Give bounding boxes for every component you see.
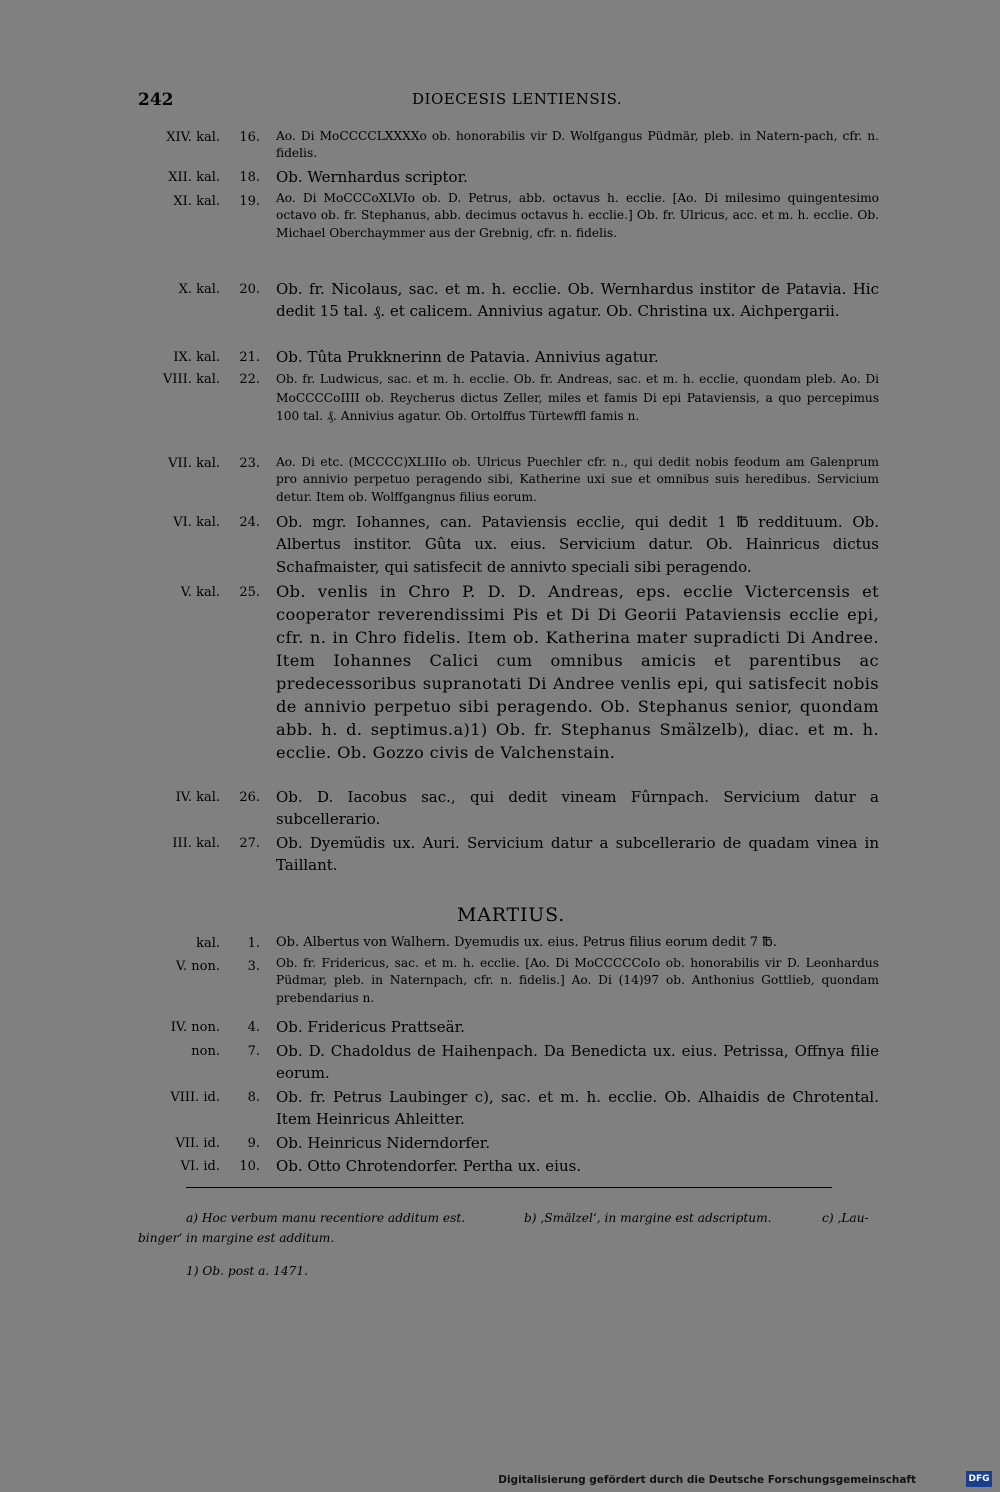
page-number: 242 [138,90,174,110]
entry-date: kal. [196,936,220,951]
entry-text: Ao. Di MoCCCCLXXXXo ob. honorabilis vir D. Wolfgangus Püdmär, pleb. in Natern-pach, cfr. n. fidelis. [276,129,879,161]
entry-day: 1. [247,936,260,951]
entry-date: XII. kal. [168,170,220,185]
entry-date: VI. id. [180,1159,220,1174]
entry-day: 8. [247,1090,260,1105]
entry-day: 7. [247,1044,260,1059]
section-heading: MARTIUS. [456,904,566,926]
entry-text: Ob. venlis in Chro P. D. D. Andreas, eps. ecclie Victercensis et cooperator reverendissimi Pis et Di Di Georii Pataviensis ecclie epi, cfr. n. in Chro fidelis. Item ob. Katherina mater supradicti Di Andree. Item Iohannes Calici cum omnibus amicis et parentibus ac predecessoribus supranotati Di Andree venlis epi, qui satisfecit nobis de annivio perpetuo sibi peragendo. Ob. Stephanus senior, quondam abb. h. d. septimus.a)1) Ob. fr. Stephanus Smälzelb), diac. et m. h. ecclie. Ob. Gozzo civis de Valchenstain. [276,582,879,762]
entry-date: VII. id. [175,1136,220,1151]
entry-text: Ob. fr. Petrus Laubinger c), sac. et m. h. ecclie. Ob. Alhaidis de Chrotental. Item Heinricus Ahleitter. [276,1088,879,1129]
entry-day: 10. [239,1159,260,1174]
entry-date: IX. kal. [173,350,220,365]
entry-text: Ob. fr. Nicolaus, sac. et m. h. ecclie. Ob. Wernhardus institor de Patavia. Hic dedit 15 tal. ₰. et calicem. Annivius agatur. Ob. Christina ux. Aichpergarii. [276,280,879,321]
entry-text: Ob. D. Chadoldus de Haihenpach. Da Benedicta ux. eius. Petrissa, Offnya filie eorum. [276,1042,879,1083]
dfg-logo: DFG [966,1471,992,1487]
footnote-rule [186,1187,832,1188]
entry-text: Ob. D. Iacobus sac., qui dedit vineam Fûrnpach. Servicium datur a subcellerario. [276,788,879,829]
entry-text: Ob. Tûta Prukknerinn de Patavia. Annivius agatur. [276,348,659,366]
entry-text: Ob. Dyemüdis ux. Auri. Servicium datur a subcellerario de quadam vinea in Taillant. [276,834,879,875]
entry-date: non. [191,1044,220,1059]
entry-day: 26. [239,790,260,805]
entry-day: 18. [239,170,260,185]
footnote-1: 1) Ob. post a. 1471. [186,1264,308,1278]
entry-date: VII. kal. [168,456,220,471]
entry-day: 25. [239,585,260,600]
entry-text: Ob. Otto Chrotendorfer. Pertha ux. eius. [276,1157,582,1175]
entry-date: XI. kal. [173,194,220,209]
entry-date: VIII. id. [170,1090,220,1105]
entry-text: Ob. Albertus von Walhern. Dyemudis ux. eius. Petrus filius eorum dedit 7 ℔. [276,935,777,950]
entry-date: X. kal. [178,282,220,297]
entry-day: 21. [239,350,260,365]
entry-date: XIV. kal. [166,130,220,145]
entry-date: V. non. [175,959,220,974]
footnote-c-continuation: binger‘ in margine est additum. [138,1231,335,1245]
entry-date: VIII. kal. [163,372,220,387]
entry-day: 27. [239,836,260,851]
entry-text: Ob. fr. Fridericus, sac. et m. h. ecclie. [Ao. Di MoCCCCCoIo ob. honorabilis vir D. Leonhardus Püdmar, pleb. in Naternpach, cfr. n. fidelis.] Ao. Di (14)97 ob. Anthonius Gottlieb, quondam prebendarius n. [276,956,879,1005]
footnote-c: c) ‚Lau- [822,1211,869,1225]
entry-text: Ao. Di etc. (MCCCC)XLIIIo ob. Ulricus Puechler cfr. n., qui dedit nobis feodum am Galenprum pro annivio perpetuo peragendo sibi, Katherine uxi sue et omnibus suis heredibus. Servicium detur. Item ob. Wolffgangnus filius eorum. [276,455,879,504]
entry-day: 23. [239,456,260,471]
entry-day: 9. [247,1136,260,1151]
entry-text: Ob. mgr. Iohannes, can. Pataviensis ecclie, qui dedit 1 ℔ reddituum. Ob. Albertus institor. Gûta ux. eius. Servicium datur. Ob. Hainricus dictus Schafmaister, qui satisfecit de annivto speciali sibi peragendo. [276,513,879,576]
entry-date: VI. kal. [173,515,220,530]
entry-day: 24. [239,515,260,530]
entry-date: V. kal. [180,585,220,600]
entry-date: IV. kal. [175,790,220,805]
entry-text: Ob. Wernhardus scriptor. [276,168,468,186]
entry-text: Ob. Heinricus Niderndorfer. [276,1134,491,1152]
entry-day: 19. [239,194,260,209]
entry-day: 4. [247,1020,260,1035]
footnote-b: b) ‚Smälzel‘, in margine est adscriptum. [524,1211,772,1225]
entry-day: 22. [239,372,260,387]
dfg-credit: Digitalisierung gefördert durch die Deutsche Forschungsgemeinschaft [498,1474,916,1486]
entry-date: IV. non. [170,1020,220,1035]
footnote-a: a) Hoc verbum manu recentiore additum est. [186,1211,466,1225]
entry-text: Ao. Di MoCCCoXLVIo ob. D. Petrus, abb. octavus h. ecclie. [Ao. Di milesimo quingentesimo octavo ob. fr. Stephanus, abb. decimus octavus h. ecclie.] Ob. fr. Ulricus, acc. et m. h. ecclie. Ob. Michael Oberchaymmer aus der Grebnig, cfr. n. fidelis. [276,191,879,240]
entry-text: Ob. Fridericus Prattseär. [276,1018,465,1036]
entry-day: 16. [239,130,260,145]
entry-day: 3. [247,959,260,974]
entry-date: III. kal. [172,836,220,851]
entry-text: Ob. fr. Ludwicus, sac. et m. h. ecclie. Ob. fr. Andreas, sac. et m. h. ecclie, quondam pleb. Ao. Di MoCCCCoIIII ob. Reycherus dictus Zeller, miles et famis Di epi Pataviensis, a quo percepimus 100 tal. ₰. Annivius agatur. Ob. Ortolffus Türtewffl famis n. [276,372,879,423]
entry-day: 20. [239,282,260,297]
running-head: DIOECESIS LENTIENSIS. [412,90,623,108]
